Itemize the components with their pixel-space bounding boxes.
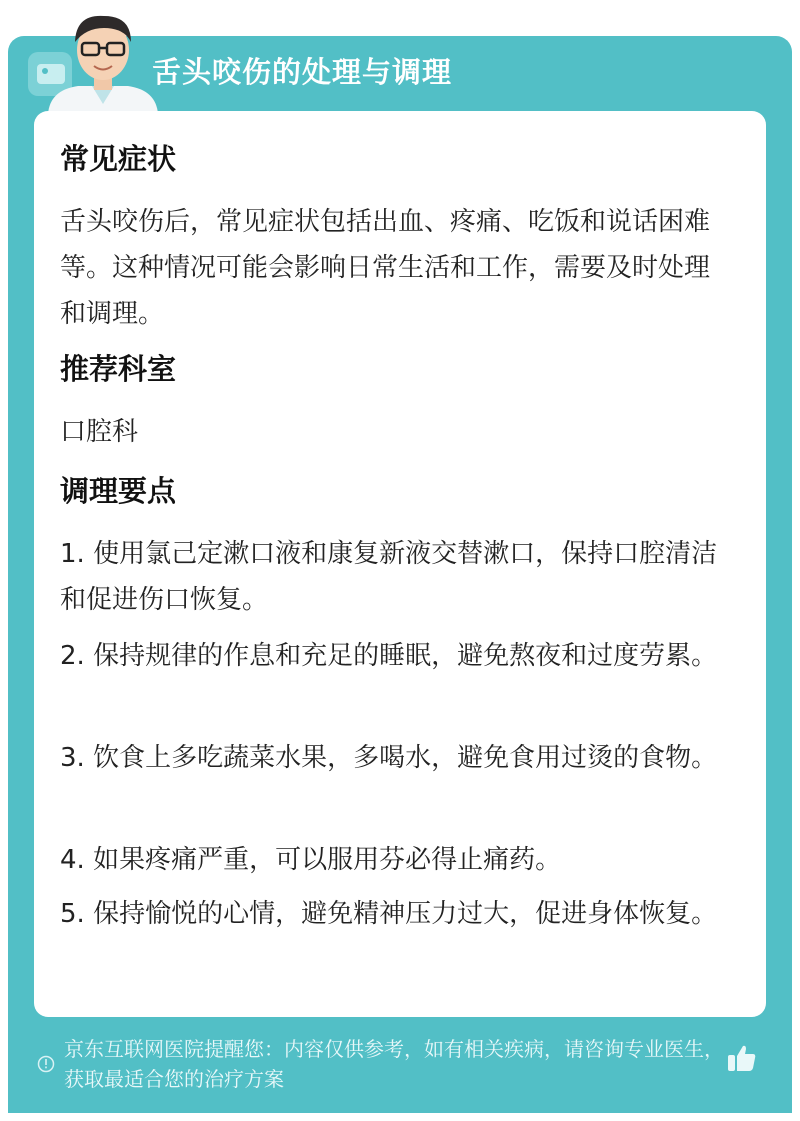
info-icon <box>37 1055 55 1073</box>
content-card <box>34 111 766 1017</box>
department-heading: 推荐科室 <box>60 352 177 386</box>
care-item: 2. 保持规律的作息和充足的睡眠，避免熬夜和过度劳累。 <box>60 641 718 671</box>
department-text: 口腔科 <box>60 417 139 447</box>
symptoms-text: 舌头咬伤后，常见症状包括出血、疼痛、吃饭和说话困难等。这种情况可能会影响日常生活和工作，需要及时处理和调理。 <box>60 207 711 329</box>
care-item: 5. 保持愉悦的心情，避免精神压力过大，促进身体恢复。 <box>60 899 718 929</box>
care-item: 3. 饮食上多吃蔬菜水果，多喝水，避免食用过烫的食物。 <box>60 743 718 773</box>
care-item: 1. 使用氯己定漱口液和康复新液交替漱口，保持口腔清洁和促进伤口恢复。 <box>60 539 718 615</box>
symptoms-heading: 常见症状 <box>60 142 177 176</box>
thumbs-up-icon[interactable] <box>726 1042 758 1074</box>
disclaimer-text: 京东互联网医院提醒您：内容仅供参考，如有相关疾病，请咨询专业医生，获取最适合您的治疗方案 <box>64 1037 724 1091</box>
care-heading: 调理要点 <box>60 474 177 508</box>
page-title: 舌头咬伤的处理与调理 <box>152 55 453 89</box>
care-item: 4. 如果疼痛严重，可以服用芬必得止痛药。 <box>60 845 562 875</box>
